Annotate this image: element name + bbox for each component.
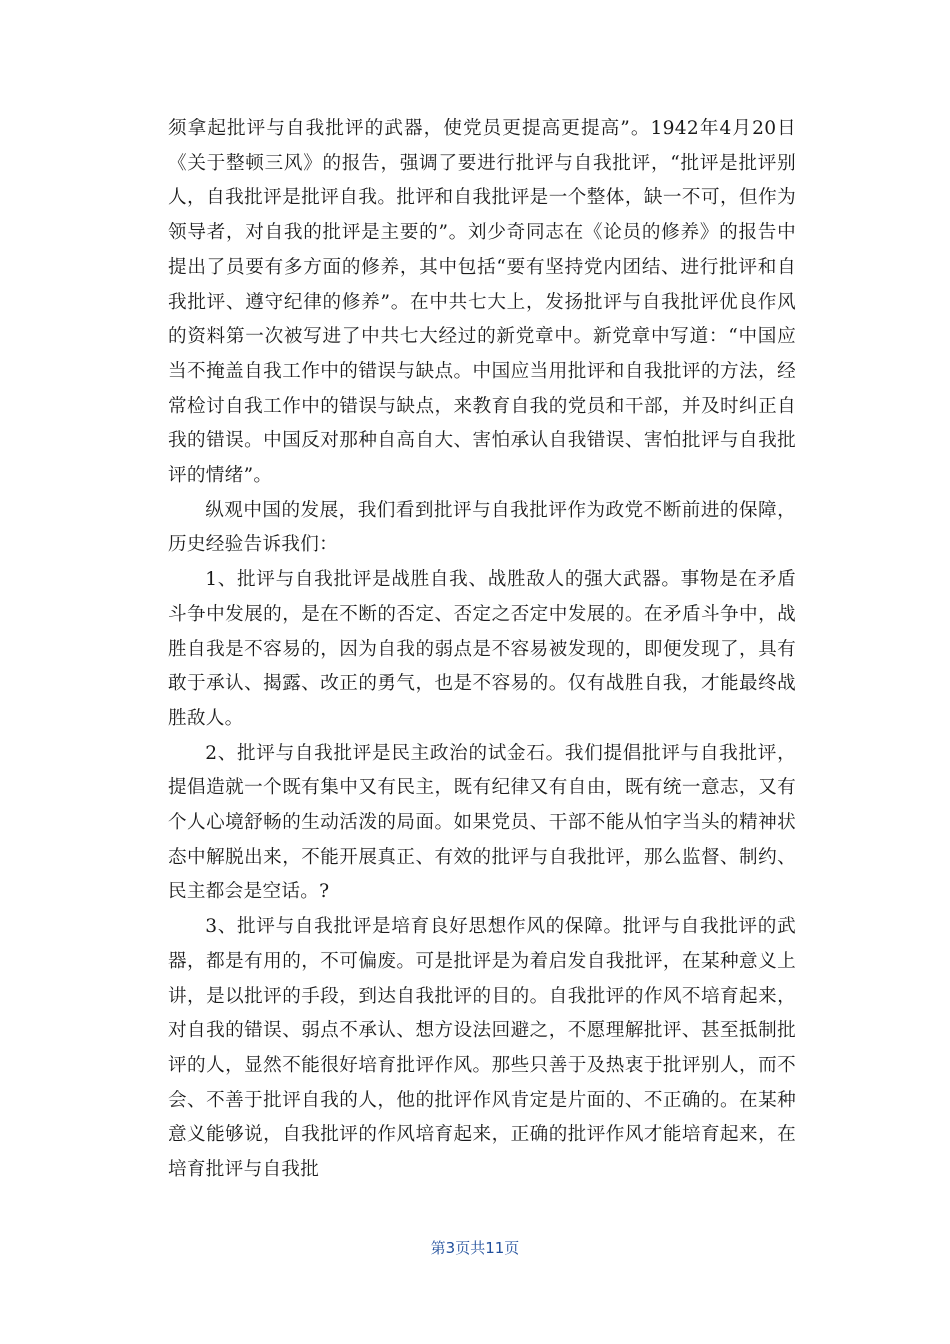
paragraph-point-3: 3、批评与自我批评是培育良好思想作风的保障。批评与自我批评的武器，都是有用的，不可偏废。可是批评是为着启发自我批评，在某种意义上讲，是以批评的手段，到达自我批评的目的。自我批评的作风不培育起来，对自我的错误、弱点不承认、想方设法回避之，不愿理解批评、甚至抵制批评的人，显然不能很好培育批评作风。那些只善于及热衷于批评别人，而不会、不善于批评自我的人，他的批评作风肯定是片面的、不正确的。在某种意义能够说，自我批评的作风培育起来，正确的批评作风才能培育起来，在培育批评与自我批 [168, 916, 796, 1181]
document-body [168, 112, 796, 1188]
paragraph-intro: 纵观中国的发展，我们看到批评与自我批评作为政党不断前进的保障，历史经验告诉我们： [168, 499, 796, 556]
paragraph-continuation: 须拿起批评与自我批评的武器，使党员更提高更提高”。1942年4月20日《关于整顿三风》的报告，强调了要进行批评与自我批评，“批评是批评别人，自我批评是批评自我。批评和自我批评是一个整体，缺一不可，但作为领导者，对自我的批评是主要的”。刘少奇同志在《论员的修养》的报告中提出了员要有多方面的修养，其中包括“要有坚持党内团结、进行批评和自我批评、遵守纪律的修养”。在中共七大上，发扬批评与自我批评优良作风的资料第一次被写进了中共七大经过的新党章中。新党章中写道：“中国应当不掩盖自我工作中的错误与缺点。中国应当用批评和自我批评的方法，经常检讨自我工作中的错误与缺点，来教育自我的党员和干部，并及时纠正自我的错误。中国反对那种自高自大、害怕承认自我错误、害怕批评与自我批评的情绪”。 [168, 118, 796, 487]
paragraph-point-2: 2、批评与自我批评是民主政治的试金石。我们提倡批评与自我批评，提倡造就一个既有集中又有民主，既有纪律又有自由，既有统一意志，又有个人心境舒畅的生动活泼的局面。如果党员、干部不能从怕字当头的精神状态中解脱出来，不能开展真正、有效的批评与自我批评，那么监督、制约、民主都会是空话。? [168, 742, 796, 903]
page-number: 第3页共11页 [430, 1239, 520, 1257]
paragraph-point-1: 1、批评与自我批评是战胜自我、战胜敌人的强大武器。事物是在矛盾斗争中发展的，是在不断的否定、否定之否定中发展的。在矛盾斗争中，战胜自我是不容易的，因为自我的弱点是不容易被发现的，即便发现了，具有敢于承认、揭露、改正的勇气，也是不容易的。仅有战胜自我，才能最终战胜敌人。 [168, 569, 796, 729]
